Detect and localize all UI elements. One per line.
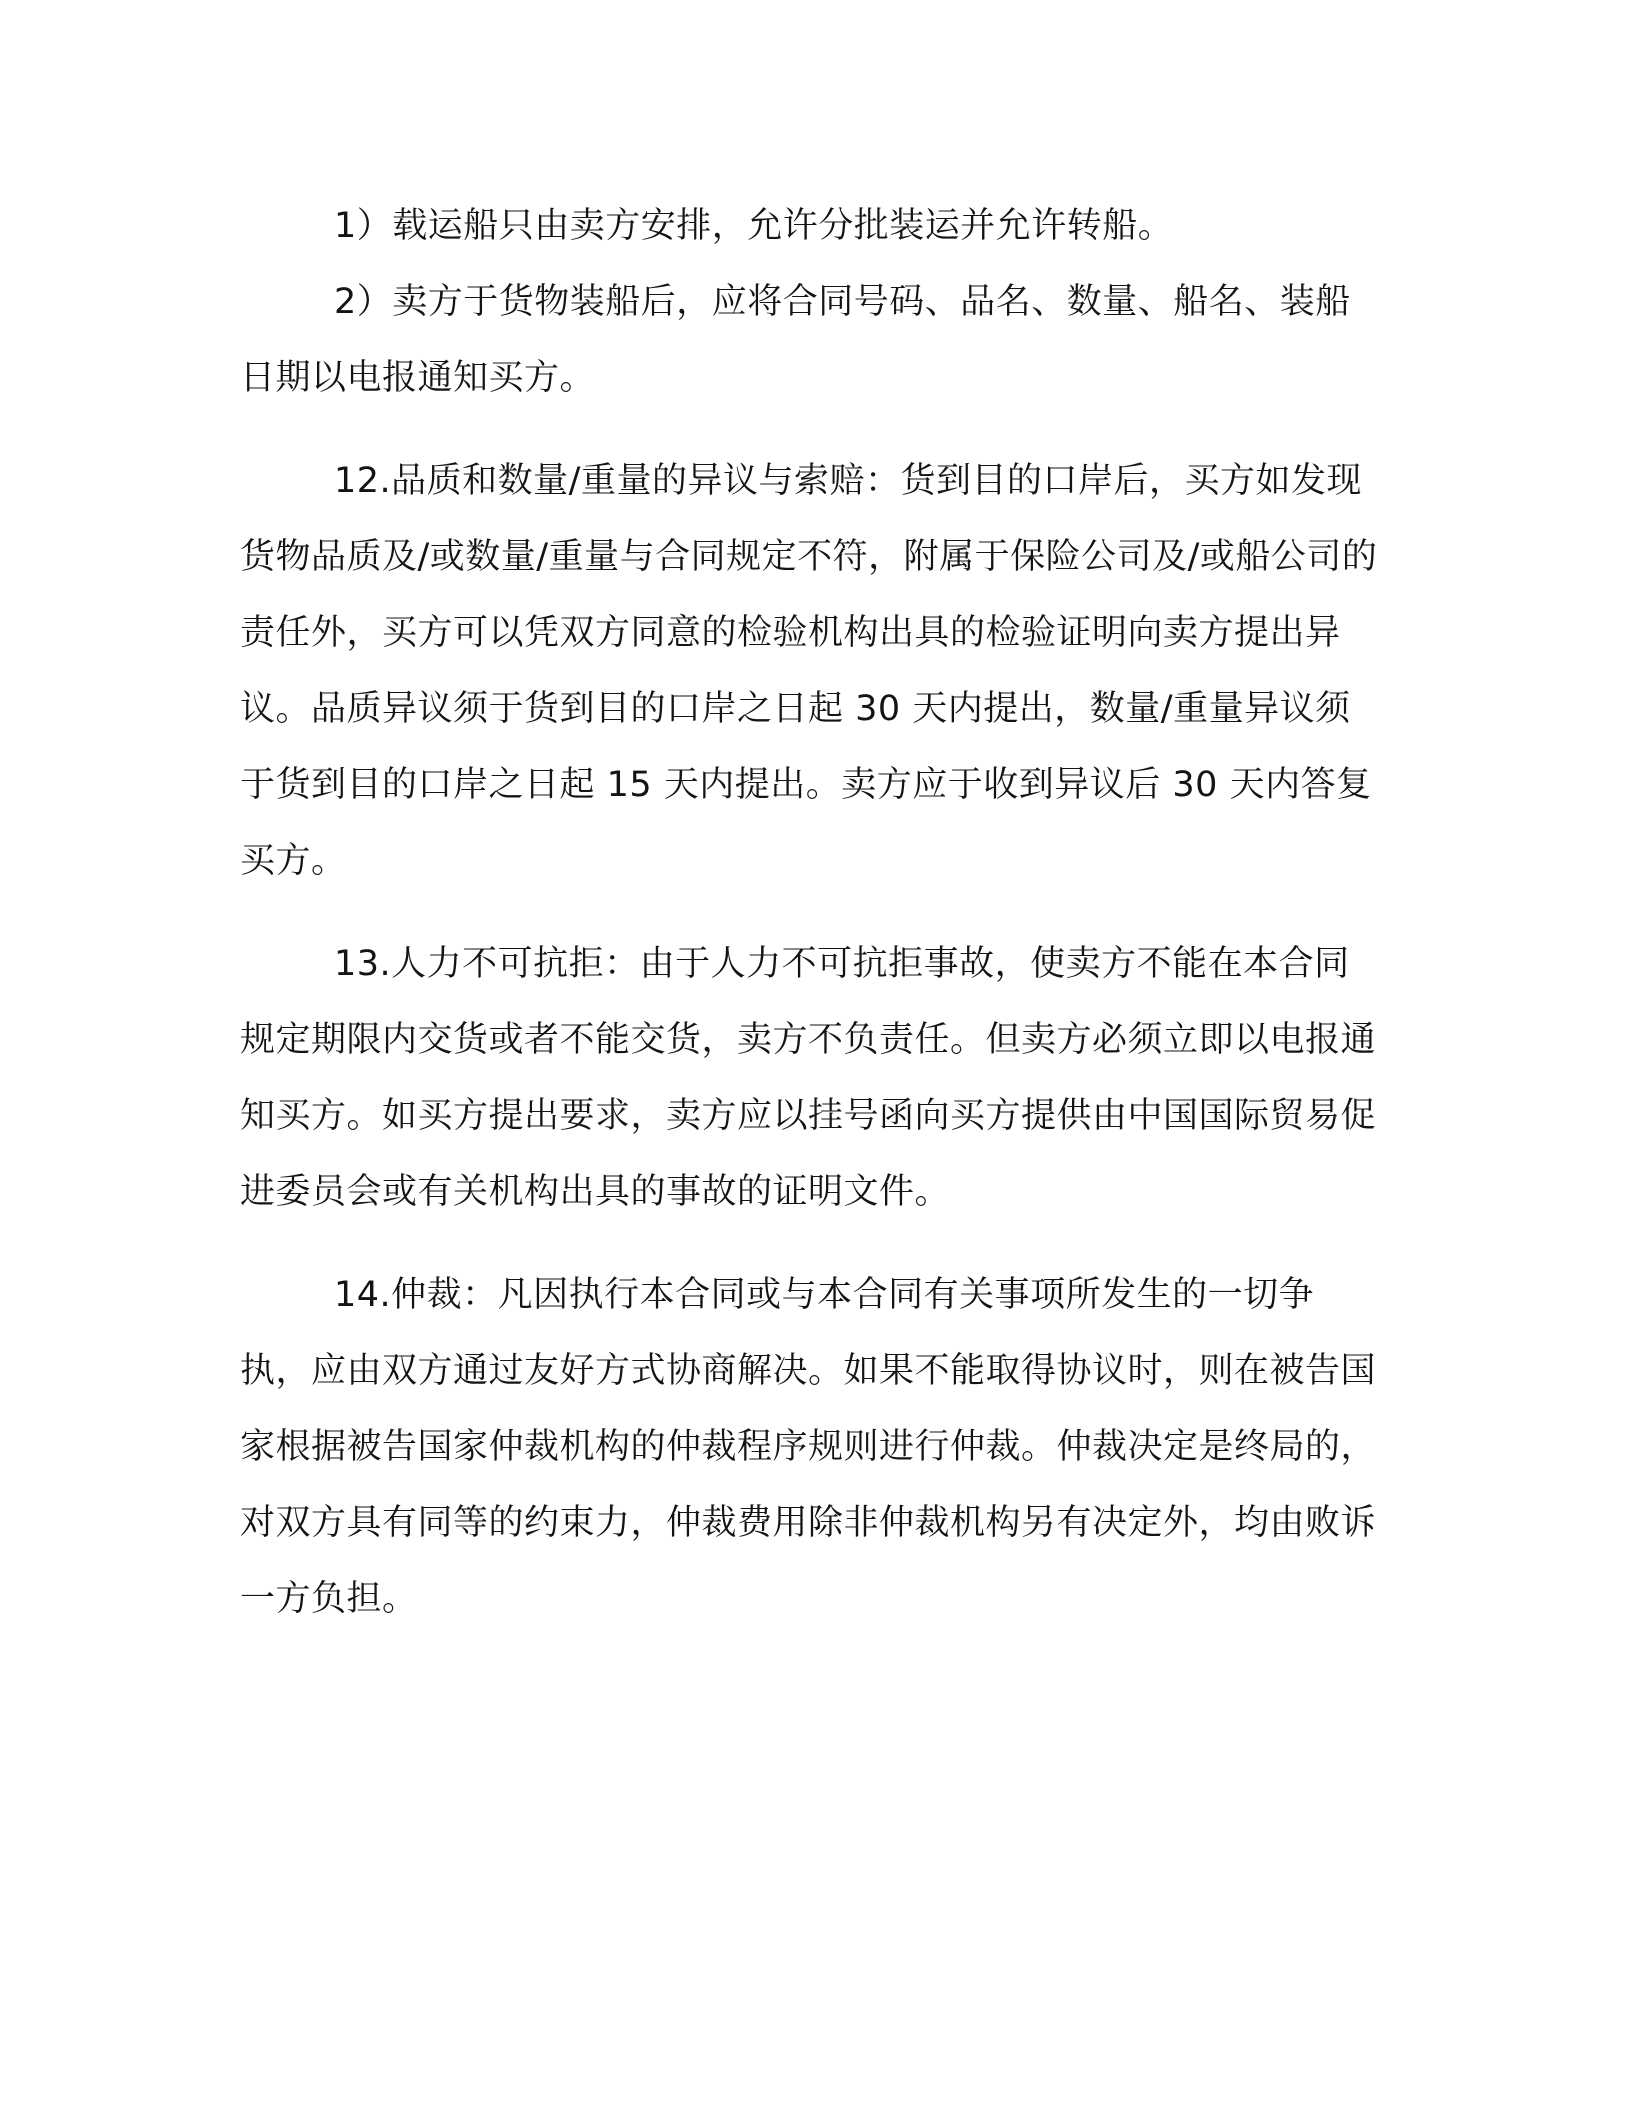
paragraph-shipping-notice: 2）卖方于货物装船后，应将合同号码、品名、数量、船名、装船日期以电报通知买方。 <box>240 282 1351 398</box>
paragraph-clause-12-claims: 12.品质和数量/重量的异议与索赔：货到目的口岸后，买方如发现货物品质及/或数量/重量与合同规定不符，附属于保险公司及/或船公司的责任外，买方可以凭双方同意的检验机构出具的检验证明向卖方提出异议。品质异议须于货到目的口岸之日起 30 天内提出，数量/重量异议须于货到目的口岸之日起 15 天内提出。卖方应于收到异议后 30 天内答复买方。 <box>240 461 1378 881</box>
document-body <box>240 188 1385 1637</box>
paragraph-clause-14-arbitration: 14.仲裁：凡因执行本合同或与本合同有关事项所发生的一切争执，应由双方通过友好方式协商解决。如果不能取得协议时，则在被告国家根据被告国家仲裁机构的仲裁程序规则进行仲裁。仲裁决定是终局的，对双方具有同等的约束力，仲裁费用除非仲裁机构另有决定外，均由败诉一方负担。 <box>240 1275 1377 1619</box>
paragraph-clause-13-force-majeure: 13.人力不可抗拒：由于人力不可抗拒事故，使卖方不能在本合同规定期限内交货或者不能交货，卖方不负责任。但卖方必须立即以电报通知买方。如买方提出要求，卖方应以挂号函向买方提供由中国国际贸易促进委员会或有关机构出具的事故的证明文件。 <box>240 944 1377 1212</box>
paragraph-shipping-arrangement: 1）载运船只由卖方安排，允许分批装运并允许转船。 <box>334 206 1174 246</box>
